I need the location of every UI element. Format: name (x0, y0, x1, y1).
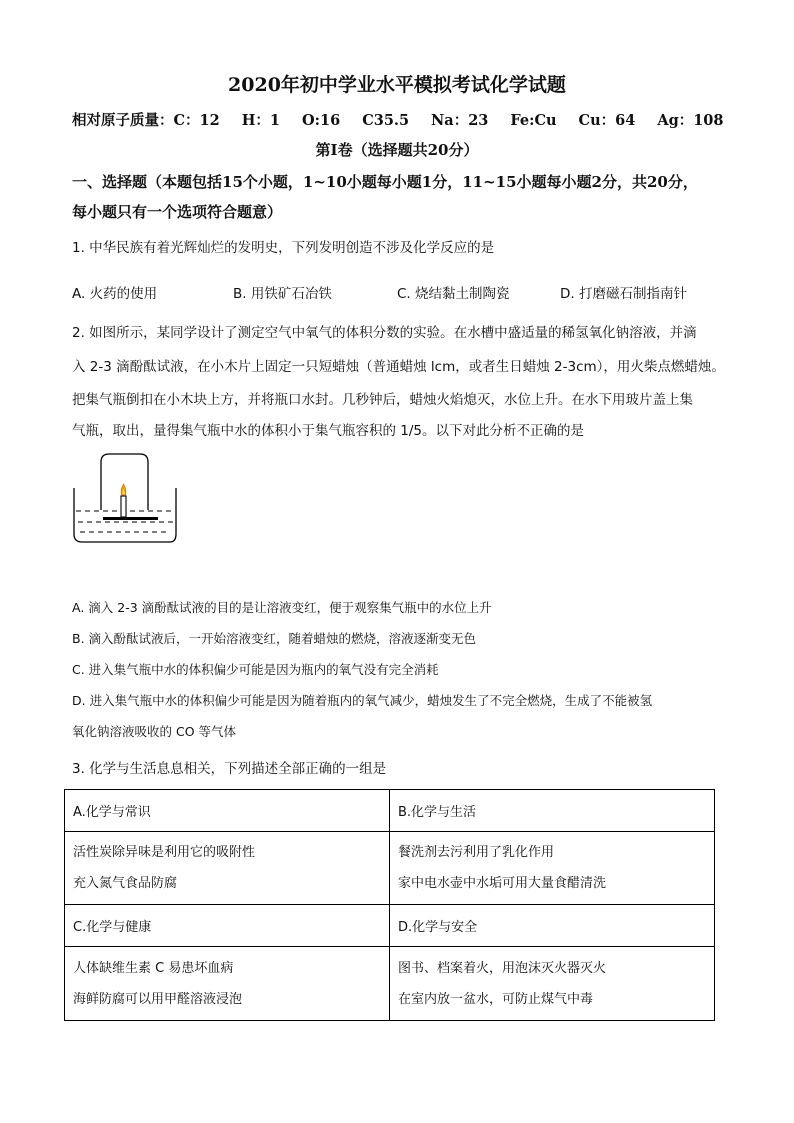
question-1-option-d: D. 打磨磁石制指南针 (560, 286, 687, 302)
question-2-stem-line-3: 把集气瓶倒扣在小木块上方，并将瓶口水封。几秒钟后，蜡烛火焰熄灭，水位上升。在水下用玻片盖上集 (72, 392, 693, 408)
atomic-mass-cl: C35.5 (362, 112, 410, 129)
question-1-option-b: B. 用铁矿石冶铁 (233, 286, 332, 302)
atomic-mass-ag: Ag：108 (657, 112, 724, 129)
question-1-stem: 1. 中华民族有着光辉灿烂的发明史，下列发明创造不涉及化学反应的是 (72, 240, 495, 256)
table-cell-line: 活性炭除异味是利用它的吸附性 (73, 845, 256, 860)
question-2-stem-line-2: 入 2-3 滴酚酞试液，在小木片上固定一只短蜡烛（普通蜡烛 lcm，或者生日蜡烛 2-3cm），用火柴点燃蜡烛。 (72, 359, 725, 375)
atomic-mass-na: Na：23 (431, 112, 489, 129)
table-row (65, 831, 715, 905)
table-cell-c-header: C.化学与健康 (65, 905, 390, 947)
volume-title: 第Ⅰ卷（选择题共20分） (315, 141, 479, 159)
experiment-apparatus-figure (70, 450, 180, 548)
table-row (65, 947, 715, 1021)
question-1-option-c: C. 烧结黏土制陶瓷 (397, 286, 510, 302)
question-1-option-a: A. 火药的使用 (72, 286, 158, 302)
table-cell-line: 餐洗剂去污利用了乳化作用 (398, 845, 555, 860)
atomic-mass-cu: Cu：64 (578, 112, 636, 129)
section-heading-line-1: 一、选择题（本题包括15个小题，1~10小题每小题1分，11~15小题每小题2分，共20分， (72, 173, 698, 191)
table-cell-line: 充入氮气食品防腐 (73, 876, 178, 891)
table-cell-line: 海鲜防腐可以用甲醛溶液浸泡 (73, 991, 243, 1007)
question-2-option-d: D. 进入集气瓶中水的体积偏少可能是因为随着瓶内的氧气减少，蜡烛发生了不完全燃烧，生成了不能被氢 (72, 693, 653, 708)
question-2-option-c: C. 进入集气瓶中水的体积偏少可能是因为瓶内的氧气没有完全消耗 (72, 662, 439, 677)
table-cell-b-body (390, 831, 715, 905)
question-2-option-a: A. 滴入 2-3 滴酚酞试液的目的是让溶液变红，便于观察集气瓶中的水位上升 (72, 600, 492, 615)
question-3-table (64, 789, 715, 1021)
table-row (65, 905, 715, 947)
atomic-mass-fe: Fe:Cu (510, 112, 557, 129)
table-cell-a-header: A.化学与常识 (65, 790, 390, 832)
table-cell-line: 图书、档案着火，用泡沫灭火器灭火 (398, 960, 607, 976)
table-cell-line: 家中电水壶中水垢可用大量食醋清洗 (398, 876, 607, 891)
question-2-stem-line-1: 2. 如图所示，某同学设计了测定空气中氧气的体积分数的实验。在水槽中盛适量的稀氢氧化钠溶液，并滴 (72, 325, 697, 341)
table-cell-line: 人体缺维生素 C 易患坏血病 (73, 960, 234, 976)
atomic-mass-c: 相对原子质量：C：12 (72, 112, 220, 129)
table-cell-line: 在室内放一盆水，可防止煤气中毒 (398, 991, 594, 1007)
atomic-mass-h: H：1 (241, 112, 281, 129)
table-cell-d-body (390, 947, 715, 1021)
atomic-mass-o: O:16 (302, 112, 341, 129)
question-2-option-d-continued: 氧化钠溶液吸收的 CO 等气体 (72, 724, 237, 739)
table-cell-a-body (65, 831, 390, 905)
table-cell-b-header: B.化学与生活 (390, 790, 715, 832)
question-3-stem: 3. 化学与生活息息相关，下列描述全部正确的一组是 (72, 761, 387, 777)
section-heading-line-2: 每小题只有一个选项符合题意） (72, 203, 283, 221)
exam-title: 2020年初中学业水平模拟考试化学试题 (228, 74, 566, 96)
question-2-option-b: B. 滴入酚酞试液后，一开始溶液变红，随着蜡烛的燃烧，溶液逐渐变无色 (72, 631, 477, 646)
table-cell-c-body (65, 947, 390, 1021)
atomic-masses-line (72, 109, 723, 130)
table-row (65, 790, 715, 832)
question-2-stem-line-4: 气瓶，取出，量得集气瓶中水的体积小于集气瓶容积的 1/5。以下对此分析不正确的是 (72, 423, 585, 439)
table-cell-d-header: D.化学与安全 (390, 905, 715, 947)
